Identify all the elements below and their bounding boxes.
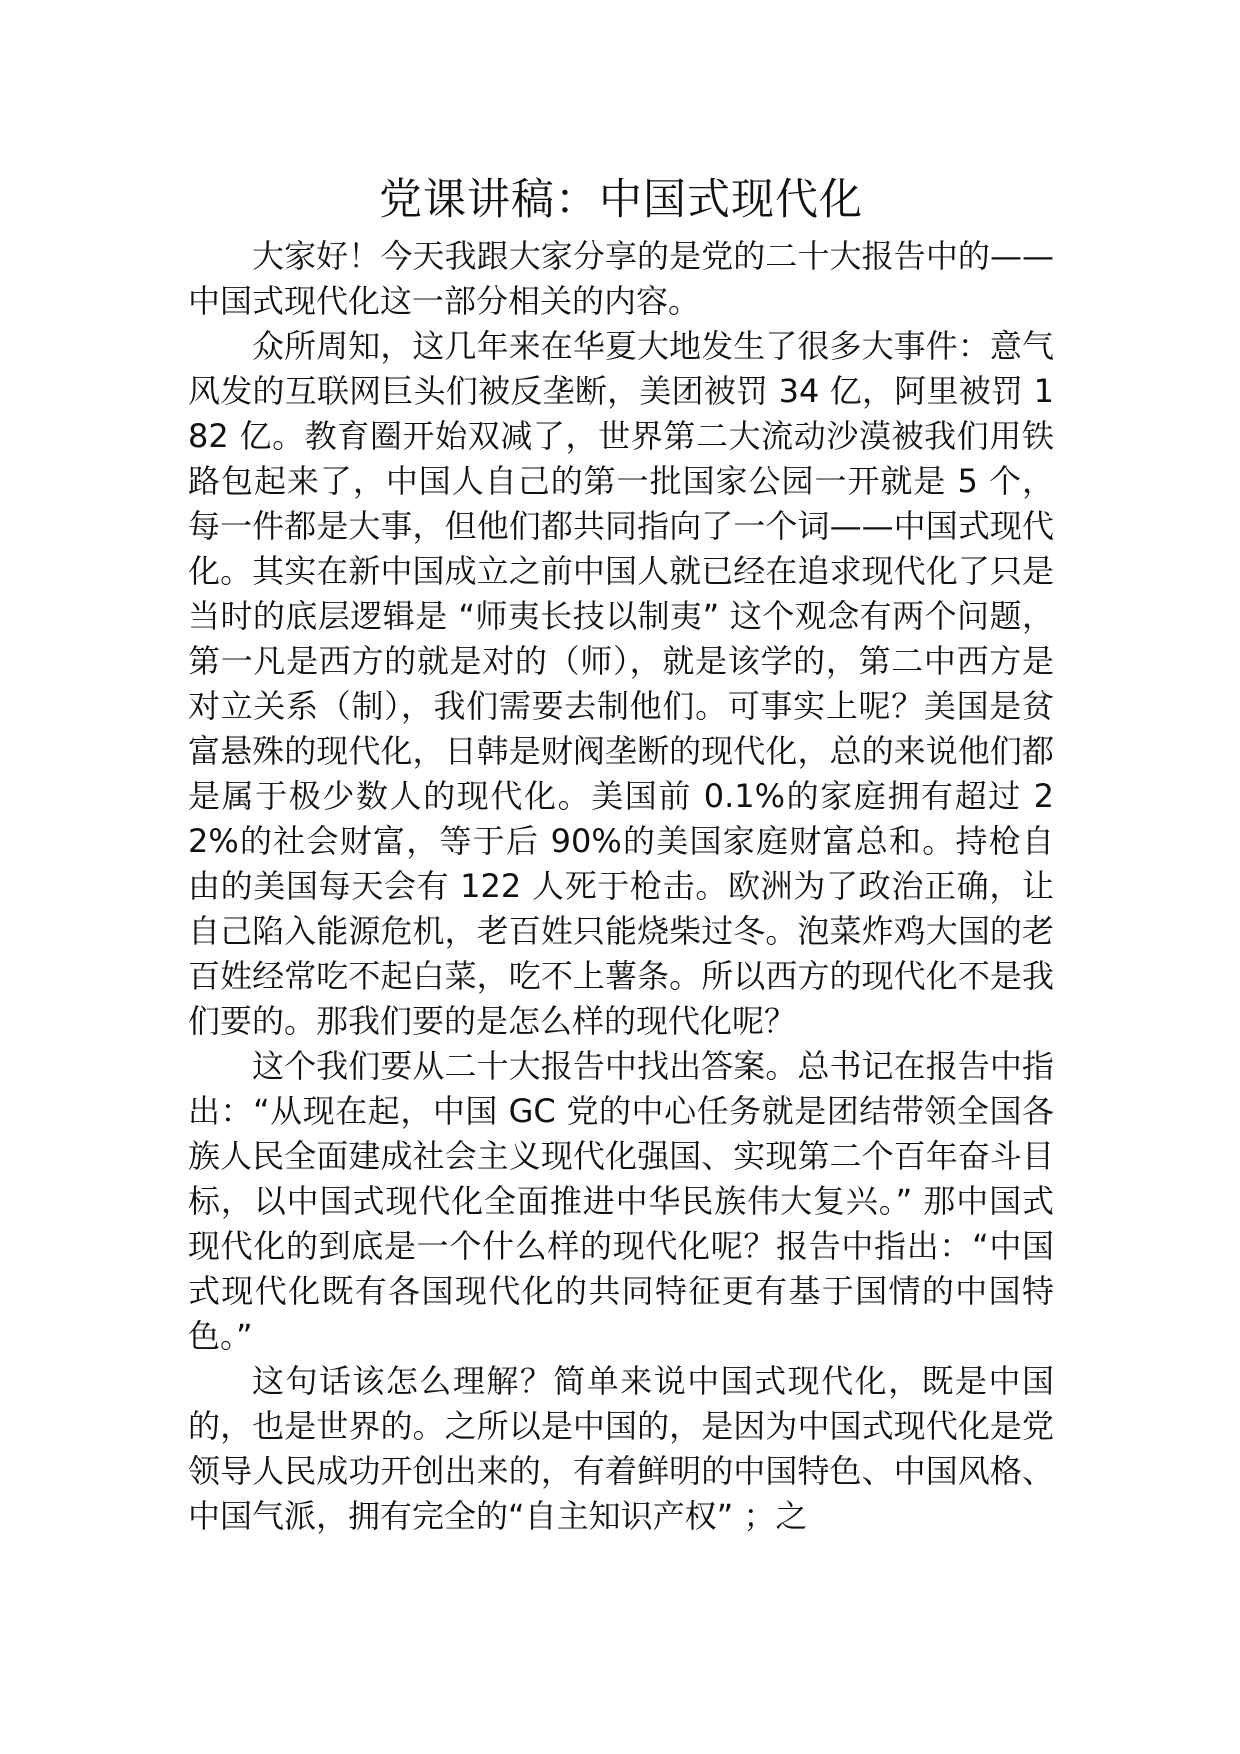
paragraph-background: 众所周知，这几年来在华夏大地发生了很多大事件：意气风发的互联网巨头们被反垄断，美团被罚 34 亿，阿里被罚 182 亿。教育圈开始双减了，世界第二大流动沙漠被我们用铁路包起来了，中国人自己的第一批国家公园一开就是 5 个，每一件都是大事，但他们都共同指向了一个词——中国式现代化。其实在新中国成立之前中国人就已经在追求现代化了只是当时的底层逻辑是 “师夷长技以制夷” 这个观念有两个问题，第一凡是西方的就是对的（师），就是该学的，第二中西方是对立关系（制），我们需要去制他们。可事实上呢？美国是贫富悬殊的现代化，日韩是财阀垄断的现代化，总的来说他们都是属于极少数人的现代化。美国前 0.1%的家庭拥有超过 22%的社会财富，等于后 90%的美国家庭财富总和。持枪自由的美国每天会有 122 人死于枪击。欧洲为了政治正确，让自己陷入能源危机，老百姓只能烧柴过冬。泡菜炸鸡大国的老百姓经常吃不起白菜，吃不上薯条。所以西方的现代化不是我们要的。那我们要的是怎么样的现代化呢？ — [188, 327, 1054, 1040]
paragraph-report-quote: 这个我们要从二十大报告中找出答案。总书记在报告中指出：“从现在起，中国 GC 党的中心任务就是团结带领全国各族人民全面建成社会主义现代化强国、实现第二个百年奋斗目标，以中国式现代化全面推进中华民族伟大复兴。” 那中国式现代化的到底是一个什么样的现代化呢？报告中指出：“中国式现代化既有各国现代化的共同特征更有基于国情的中国特色。” — [188, 1047, 1054, 1355]
document-title: 党课讲稿：中国式现代化 — [379, 175, 863, 225]
paragraph-explanation: 这句话该怎么理解？简单来说中国式现代化，既是中国的，也是世界的。之所以是中国的，是因为中国式现代化是党领导人民成功开创出来的，有着鲜明的中国特色、中国风格、中国气派，拥有完全的“自主知识产权” ；之 — [188, 1362, 1054, 1535]
paragraph-intro: 大家好！今天我跟大家分享的是党的二十大报告中的——中国式现代化这一部分相关的内容。 — [188, 237, 1054, 320]
document-page — [188, 168, 1054, 1539]
